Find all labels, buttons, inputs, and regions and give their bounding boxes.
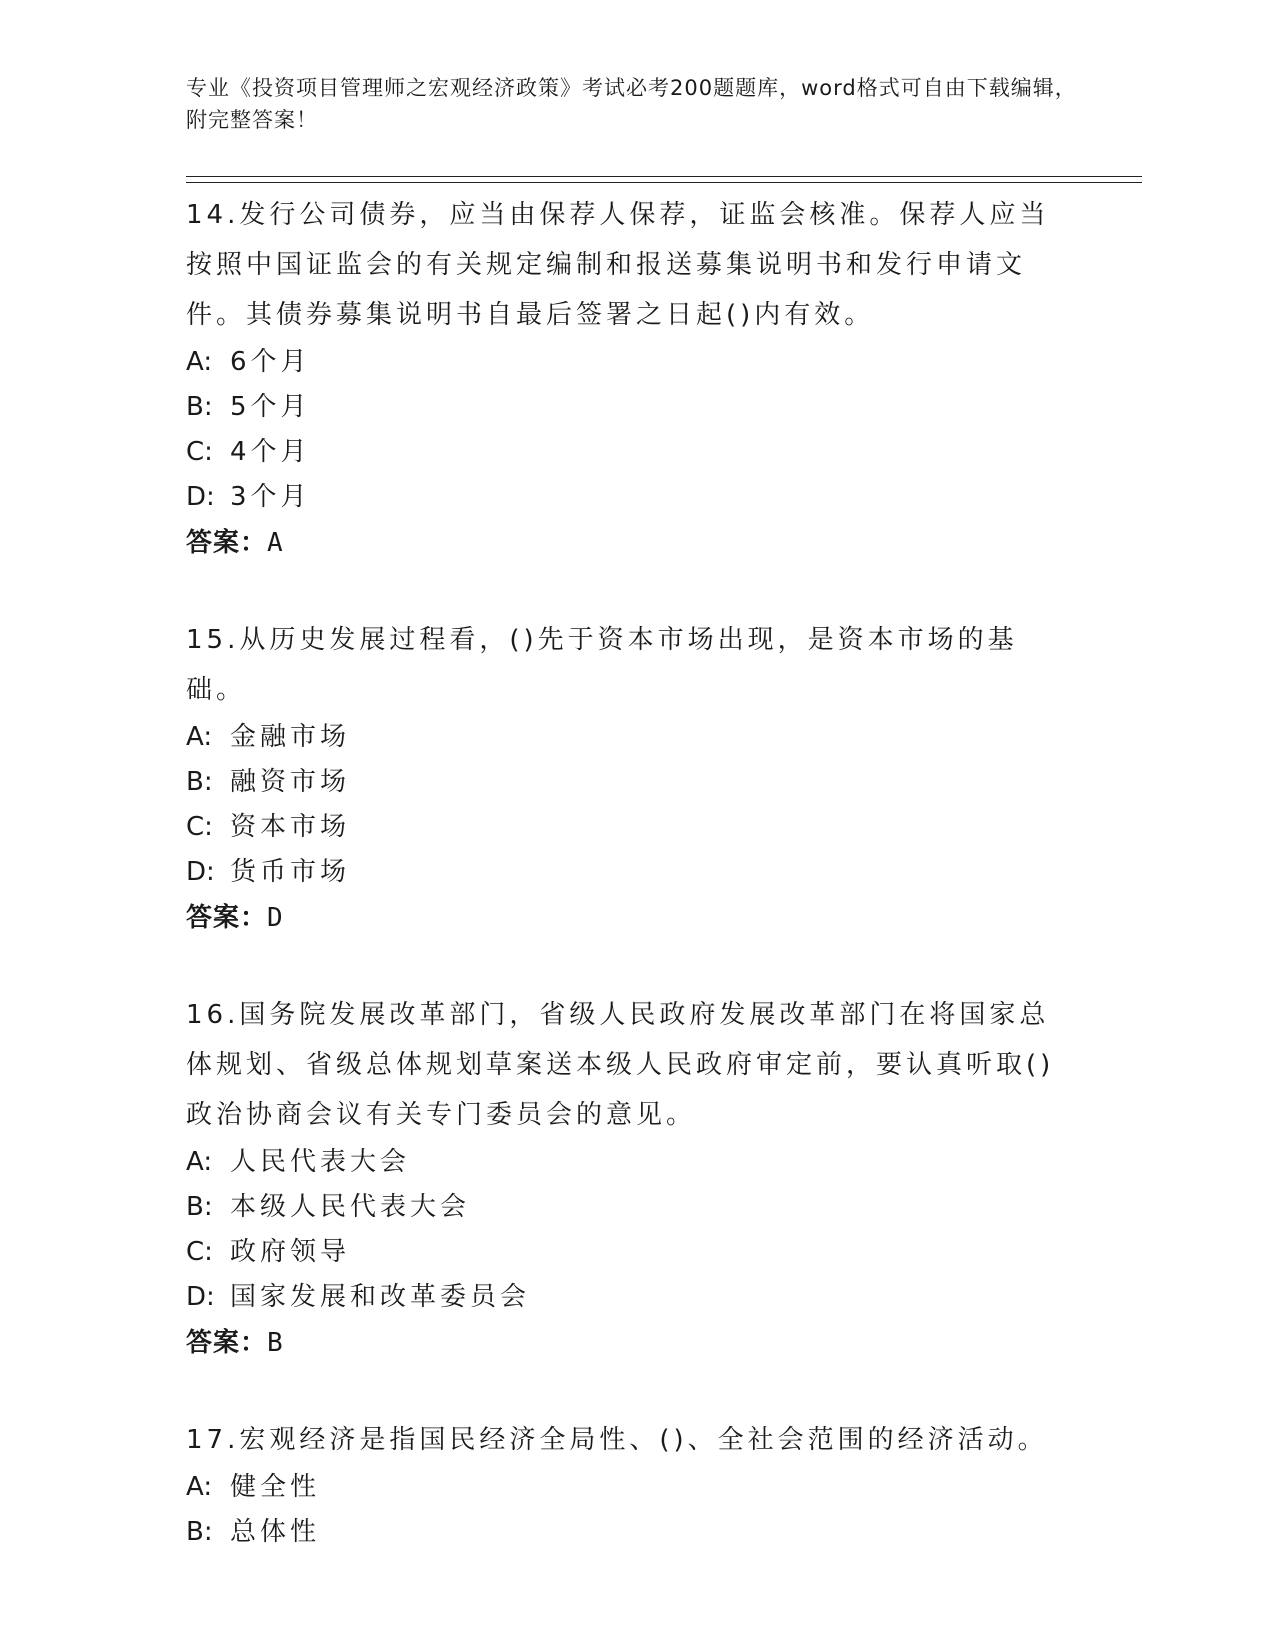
option-letter: C:	[186, 812, 213, 842]
option-letter: A:	[186, 1147, 213, 1177]
header-rule-bottom	[186, 182, 1142, 183]
question-15	[186, 615, 1066, 942]
option-letter: C:	[186, 1237, 213, 1267]
option-text: 5个月	[230, 392, 311, 422]
document-header: 专业《投资项目管理师之宏观经济政策》考试必考200题题库，word格式可自由下载编辑，附完整答案！	[186, 76, 1077, 132]
option-letter: C:	[186, 437, 213, 467]
question-17	[186, 1415, 1066, 1555]
answer-value: D	[267, 903, 284, 933]
question-14	[186, 190, 1066, 567]
option-letter: A:	[186, 347, 213, 377]
option-a	[186, 1140, 1066, 1185]
option-a	[186, 1465, 1066, 1510]
answer-line	[186, 520, 1066, 567]
option-text: 金融市场	[230, 722, 351, 752]
option-text: 健全性	[230, 1472, 321, 1502]
question-list	[186, 190, 1066, 1603]
answer-line	[186, 1320, 1066, 1367]
option-text: 本级人民代表大会	[230, 1192, 471, 1222]
option-b	[186, 760, 1066, 805]
answer-label: 答案：	[186, 1328, 268, 1358]
option-b	[186, 385, 1066, 430]
option-text: 国家发展和改革委员会	[230, 1282, 531, 1312]
question-stem: 17.宏观经济是指国民经济全局性、()、全社会范围的经济活动。	[186, 1425, 1048, 1455]
option-text: 人民代表大会	[230, 1147, 411, 1177]
option-letter: B:	[186, 767, 213, 797]
option-d	[186, 850, 1066, 895]
option-letter: D:	[186, 1282, 215, 1312]
option-b	[186, 1510, 1066, 1555]
answer-value: A	[267, 528, 284, 558]
option-a	[186, 340, 1066, 385]
answer-value: B	[267, 1328, 284, 1358]
option-letter: D:	[186, 857, 215, 887]
option-letter: B:	[186, 392, 213, 422]
option-c	[186, 1230, 1066, 1275]
option-letter: B:	[186, 1517, 213, 1547]
option-text: 政府领导	[230, 1237, 351, 1267]
option-text: 3个月	[230, 482, 311, 512]
answer-label: 答案：	[186, 903, 268, 933]
option-b	[186, 1185, 1066, 1230]
answer-line	[186, 895, 1066, 942]
option-text: 4个月	[230, 437, 311, 467]
option-letter: A:	[186, 722, 213, 752]
option-a	[186, 715, 1066, 760]
option-letter: B:	[186, 1192, 213, 1222]
option-d	[186, 475, 1066, 520]
answer-label: 答案：	[186, 528, 268, 558]
question-stem: 16.国务院发展改革部门，省级人民政府发展改革部门在将国家总体规划、省级总体规划草案送本级人民政府审定前，要认真听取()政治协商会议有关专门委员会的意见。	[186, 1000, 1055, 1130]
option-c	[186, 805, 1066, 850]
option-text: 总体性	[230, 1517, 321, 1547]
option-d	[186, 1275, 1066, 1320]
question-16	[186, 990, 1066, 1367]
option-text: 资本市场	[230, 812, 351, 842]
option-text: 货币市场	[230, 857, 351, 887]
option-letter: D:	[186, 482, 215, 512]
option-text: 融资市场	[230, 767, 351, 797]
option-c	[186, 430, 1066, 475]
question-stem: 15.从历史发展过程看，()先于资本市场出现，是资本市场的基础。	[186, 625, 1018, 705]
option-letter: A:	[186, 1472, 213, 1502]
option-text: 6个月	[230, 347, 311, 377]
header-rule-top	[186, 176, 1142, 177]
question-stem: 14.发行公司债券，应当由保荐人保荐，证监会核准。保荐人应当按照中国证监会的有关规定编制和报送募集说明书和发行申请文件。其债券募集说明书自最后签署之日起()内有效。	[186, 200, 1050, 330]
